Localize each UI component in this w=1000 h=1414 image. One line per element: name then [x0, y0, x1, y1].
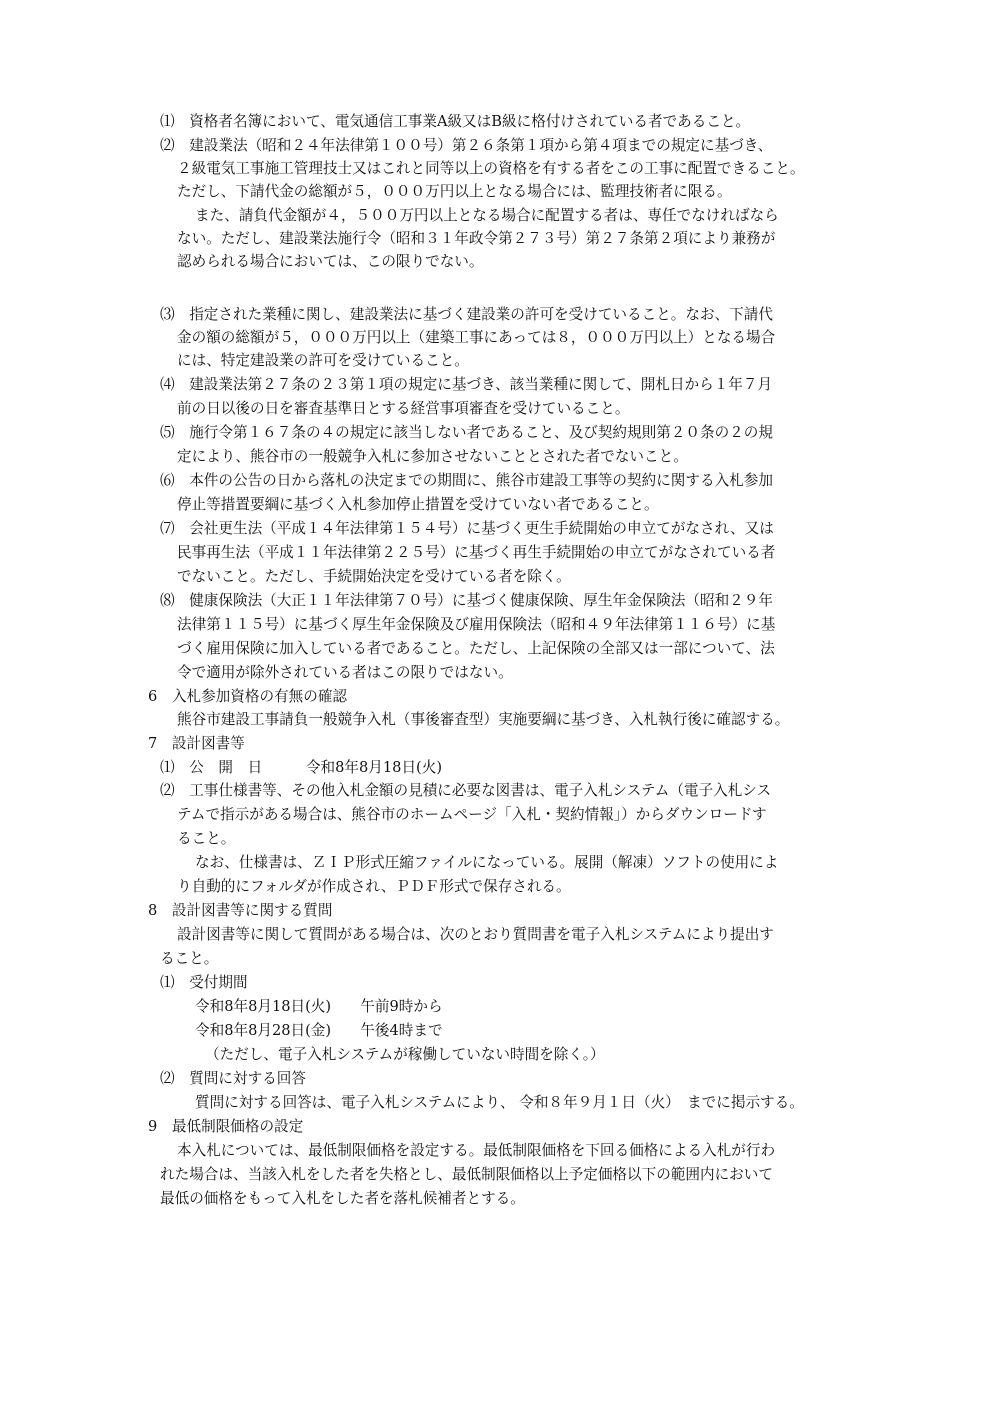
text-line: ない。ただし、建設業法施行令（昭和３１年政令第２７３号）第２７条第２項により兼務が [177, 230, 776, 247]
text-line: 金の額の総額が５，０００万円以上（建築工事にあっては８，０００万円以上）となる場合 [177, 329, 776, 346]
text-line: 本入札については、最低制限価格を設定する。最低制限価格を下回る価格による入札が行わ [177, 1142, 776, 1159]
text-line: ⑵ 建設業法（昭和２４年法律第１００号）第２６条第１項から第４項までの規定に基づき、 [160, 137, 773, 154]
text-line: 質問に対する回答は、電子入札システムにより、 令和８年９月１日（火） までに掲示する。 [195, 1094, 804, 1111]
text-line: 最低の価格をもって入札をした者を落札候補者とする。 [160, 1190, 525, 1207]
text-line: づく雇用保険に加入している者であること。ただし、上記保険の全部又は一部について、法 [177, 640, 775, 657]
text-line: でないこと。ただし、手続開始決定を受けている者を除く。 [177, 568, 571, 585]
text-line: り自動的にフォルダが作成され、ＰＤＦ形式で保存される。 [177, 878, 571, 895]
text-line: 停止等措置要綱に基づく入札参加停止措置を受けていない者であること。 [177, 496, 659, 513]
text-line: ること。 [177, 830, 236, 847]
text-line: 民事再生法（平成１１年法律第２２５号）に基づく再生手続開始の申立てがなされている者 [177, 544, 776, 561]
text-line: 7 設計図書等 [148, 735, 245, 752]
text-line: なお、仕様書は、ＺＩＰ形式圧縮ファイルになっている。展開（解凍）ソフトの使用によ [195, 854, 779, 871]
text-line: には、特定建設業の許可を受けていること。 [177, 352, 469, 369]
text-line: 令和8年8月28日(金) 午後4時まで [195, 1022, 443, 1039]
text-line: れた場合は、当該入札をした者を失格とし、最低制限価格以上予定価格以下の範囲内において [160, 1166, 773, 1183]
text-line: 令で適用が除外されている者はこの限りではない。 [177, 664, 513, 681]
text-line: 8 設計図書等に関する質問 [148, 902, 333, 919]
text-line: 定により、熊谷市の一般競争入札に参加させないこととされた者でないこと。 [177, 448, 688, 465]
text-line: ⑺ 会社更生法（平成１４年法律第１５４号）に基づく更生手続開始の申立てがなされ、又は [160, 520, 774, 537]
text-line: また、請負代金額が４，５００万円以上となる場合に配置する者は、専任でなければなら [195, 207, 779, 224]
text-line: ⑷ 建設業法第２７条の２３第１項の規定に基づき、該当業種に関して、開札日から１年７月 [160, 376, 773, 393]
text-line: ⑻ 健康保険法（大正１１年法律第７０号）に基づく健康保険、厚生年金保険法（昭和２９年 [160, 592, 773, 609]
text-line: ２級電気工事施工管理技士又はこれと同等以上の資格を有する者をこの工事に配置できること。 [177, 160, 805, 177]
text-line: ⑹ 本件の公告の日から落札の決定までの期間に、熊谷市建設工事等の契約に関する入札参加 [160, 472, 773, 489]
text-line: 熊谷市建設工事請負一般競争入札（事後審査型）実施要綱に基づき、入札執行後に確認する。 [177, 711, 790, 728]
text-line: （ただし、電子入札システムが稼働していない時間を除く。） [205, 1046, 605, 1063]
text-line: 法律第１１５号）に基づく厚生年金保険及び雇用保険法（昭和４９年法律第１１６号）に基 [177, 616, 776, 633]
text-line: 設計図書等に関して質問がある場合は、次のとおり質問書を電子入札システムにより提出す [177, 926, 774, 943]
text-line: ⑵ 工事仕様書等、その他入札金額の見積に必要な図書は、電子入札システム（電子入札シス [160, 782, 772, 799]
text-line: 6 入札参加資格の有無の確認 [148, 688, 348, 705]
text-line: ⑴ 受付期間 [160, 974, 248, 991]
text-line: 令和8年8月18日(火) 午前9時から [195, 998, 443, 1015]
text-line: ⑸ 施行令第１６７条の４の規定に該当しない者であること、及び契約規則第２０条の２の規 [160, 424, 773, 441]
text-line: ⑶ 指定された業種に関し、建設業法に基づく建設業の許可を受けていること。なお、下請代 [160, 306, 773, 323]
text-line: ⑴ 資格者名簿において、電気通信工事業A級又はB級に格付けされている者であること。 [160, 113, 751, 130]
text-line: 認められる場合においては、この限りでない。 [177, 253, 484, 270]
text-line: ⑴ 公 開 日 令和8年8月18日(火) [160, 759, 443, 776]
text-line: ⑵ 質問に対する回答 [160, 1070, 306, 1087]
text-line: ること。 [160, 950, 219, 967]
text-line: ただし、下請代金の総額が５，０００万円以上となる場合には、監理技術者に限る。 [177, 183, 732, 200]
text-line: 9 最低制限価格の設定 [148, 1118, 304, 1135]
text-line: 前の日以後の日を審査基準日とする経営事項審査を受けていること。 [177, 400, 630, 417]
text-line: テムで指示がある場合は、熊谷市のホームページ「入札・契約情報」）からダウンロードす [177, 806, 767, 823]
